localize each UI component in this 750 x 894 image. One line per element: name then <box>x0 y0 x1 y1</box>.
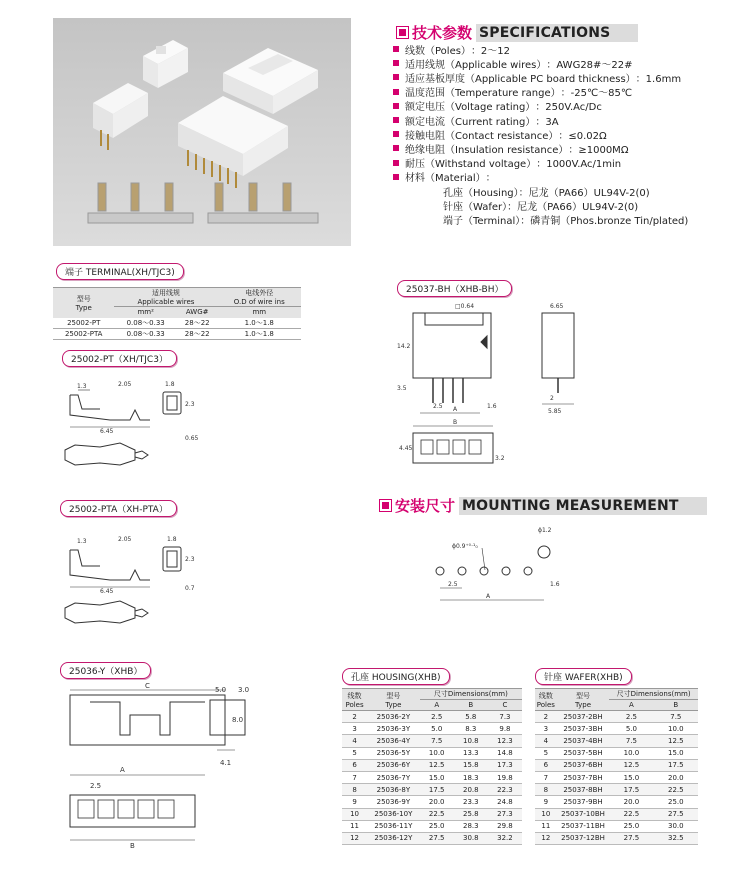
dim-label: 0.7 <box>185 585 195 592</box>
table-cell: 3 <box>342 723 367 735</box>
header-poles-cn: 线数 <box>538 691 553 700</box>
table-cell: 25036-5Y <box>367 747 420 759</box>
bullet-icon <box>393 145 399 151</box>
header-type <box>367 689 420 711</box>
table-cell: 10 <box>342 808 367 820</box>
dim-label: A <box>453 406 458 413</box>
table-row <box>342 735 522 747</box>
table-cell: 22.3 <box>488 784 522 796</box>
housing-tag: 孔座 HOUSING(XHB) <box>342 668 450 685</box>
mounting-title-cn: 安装尺寸 <box>395 497 456 515</box>
bullet-icon <box>393 160 399 166</box>
dim-label: 1.3 <box>77 383 87 390</box>
table-cell: 2 <box>342 711 367 723</box>
table-row <box>342 832 522 844</box>
table-cell: 25.0 <box>654 796 698 808</box>
spec-label: 温度范围（Temperature range） <box>405 88 561 100</box>
table-row <box>535 784 698 796</box>
pta-tag: 25002-PTA（XH-PTA） <box>60 500 177 517</box>
dim-label: B <box>453 419 458 426</box>
header-col-b: B <box>454 700 488 711</box>
spec-row <box>393 42 745 56</box>
dim-label: 3.2 <box>495 455 505 462</box>
table-row <box>342 723 522 735</box>
spec-row <box>393 99 745 113</box>
table-cell: 25036-4Y <box>367 735 420 747</box>
connector-illustration <box>53 18 351 246</box>
table-cell: 7 <box>535 771 557 783</box>
spec-row <box>393 56 745 70</box>
header-poles-en: Poles <box>345 700 364 709</box>
mounting-drawing <box>420 520 600 610</box>
table-cell: 15.0 <box>609 771 653 783</box>
table-cell: 25037-7BH <box>557 771 610 783</box>
table-cell: 10.0 <box>420 747 454 759</box>
dim-label: 5.0 <box>215 686 227 694</box>
spec-value: ：≤0.02Ω <box>558 130 607 142</box>
table-cell: 10 <box>535 808 557 820</box>
table-cell: 12.5 <box>609 759 653 771</box>
table-cell: 25037-12BH <box>557 832 610 844</box>
dim-label: 2.05 <box>118 536 132 543</box>
dim-label: 4.45 <box>399 445 413 452</box>
table-cell: 7.3 <box>488 711 522 723</box>
cell-od: 1.0～1.8 <box>218 329 301 340</box>
dim-label: 2.3 <box>185 401 195 408</box>
mounting-heading <box>380 495 707 516</box>
dim-label: 8.0 <box>232 716 244 724</box>
bullet-icon <box>393 60 399 66</box>
table-cell: 22.5 <box>420 808 454 820</box>
table-row <box>342 808 522 820</box>
bh-side-drawing <box>530 298 590 418</box>
dim-label: 2.5 <box>433 403 443 410</box>
spec-row <box>393 127 745 141</box>
table-cell: 25036-9Y <box>367 796 420 808</box>
table-row <box>342 759 522 771</box>
housing-table-body <box>342 711 522 845</box>
table-cell: 25.0 <box>420 820 454 832</box>
table-row <box>535 759 698 771</box>
pt-tag: 25002-PT（XH/TJC3） <box>62 350 177 367</box>
table-cell: 32.5 <box>654 832 698 844</box>
pt-side-drawing <box>155 380 205 450</box>
table-cell: 25036-3Y <box>367 723 420 735</box>
table-cell: 14.8 <box>488 747 522 759</box>
table-cell: 17.5 <box>609 784 653 796</box>
table-cell: 12 <box>342 832 367 844</box>
header-type-cn: 型号 <box>386 691 401 700</box>
spec-row <box>393 141 745 155</box>
table-cell: 25037-5BH <box>557 747 610 759</box>
table-cell: 10.0 <box>609 747 653 759</box>
bullet-icon <box>393 131 399 137</box>
table-row <box>535 771 698 783</box>
table-row <box>535 735 698 747</box>
spec-value: ：250V.Ac/Dc <box>535 102 602 114</box>
header-wires <box>114 288 217 307</box>
dim-label: 14.2 <box>397 343 411 350</box>
bullet-icon <box>393 117 399 123</box>
cell-od: 1.0～1.8 <box>218 318 301 329</box>
y-drawing <box>60 680 320 880</box>
table-cell: 20.0 <box>420 796 454 808</box>
table-cell: 15.0 <box>420 771 454 783</box>
heading-bullet-icon <box>397 27 408 38</box>
table-cell: 27.3 <box>488 808 522 820</box>
table-cell: 25037-9BH <box>557 796 610 808</box>
table-cell: 27.5 <box>654 808 698 820</box>
dim-label: 2.3 <box>185 556 195 563</box>
table-cell: 27.5 <box>420 832 454 844</box>
table-cell: 2.5 <box>420 711 454 723</box>
wafer-table-body <box>535 711 698 845</box>
pta-side-drawing <box>155 535 205 605</box>
offset-label: 1.6 <box>550 581 560 588</box>
table-cell: 25037-2BH <box>557 711 610 723</box>
table-cell: 2.5 <box>609 711 653 723</box>
bullet-icon <box>393 46 399 52</box>
material-row: 端子（Terminal）：磷青铜（Phos.bronze Tin/plated) <box>443 216 689 228</box>
terminal-table <box>53 287 301 340</box>
header-col-b: B <box>654 700 698 711</box>
cell-type: 25002-PT <box>53 318 114 329</box>
terminal-tag: 端子 TERMINAL(XH/TJC3) <box>56 263 184 280</box>
table-cell: 5.0 <box>609 723 653 735</box>
dim-label: 2.05 <box>118 381 132 388</box>
table-cell: 12.5 <box>420 759 454 771</box>
table-row <box>535 723 698 735</box>
header-poles <box>342 689 367 711</box>
spec-row <box>393 70 745 84</box>
table-row <box>342 796 522 808</box>
table-cell: 9.8 <box>488 723 522 735</box>
table-cell: 17.5 <box>420 784 454 796</box>
table-row <box>342 820 522 832</box>
table-cell: 25037-3BH <box>557 723 610 735</box>
dim-label: 6.45 <box>100 428 114 435</box>
cell-mm2: 0.08～0.33 <box>114 329 176 340</box>
dim-label: 1.8 <box>165 381 175 388</box>
spec-label: 额定电流（Current rating） <box>405 116 536 128</box>
table-cell: 25036-8Y <box>367 784 420 796</box>
dim-label: 6.45 <box>100 588 114 595</box>
header-dimensions: 尺寸Dimensions(mm) <box>420 689 522 700</box>
table-cell: 7 <box>342 771 367 783</box>
material-row: 孔座（Housing）：尼龙（PA66）UL94V-2(0) <box>443 187 650 199</box>
table-cell: 25.8 <box>454 808 488 820</box>
table-cell: 30.0 <box>654 820 698 832</box>
cell-type: 25002-PTA <box>53 329 114 340</box>
table-cell: 20.0 <box>654 771 698 783</box>
header-type-en: Type <box>385 700 402 709</box>
table-row <box>535 832 698 844</box>
table-cell: 5.8 <box>454 711 488 723</box>
table-cell: 25037-4BH <box>557 735 610 747</box>
housing-table <box>342 688 522 845</box>
header-dimensions: 尺寸Dimensions(mm) <box>609 689 698 700</box>
table-cell: 11 <box>535 820 557 832</box>
header-poles-cn: 线数 <box>347 691 362 700</box>
header-wires-en: Applicable wires <box>137 298 195 306</box>
table-cell: 30.8 <box>454 832 488 844</box>
spec-value: ：3A <box>535 116 559 128</box>
product-photo <box>53 18 351 246</box>
table-cell: 5 <box>535 747 557 759</box>
dim-label: 0.65 <box>185 435 199 442</box>
table-cell: 25037-11BH <box>557 820 610 832</box>
dim-label: 3.5 <box>397 385 407 392</box>
header-unit-mm2: mm² <box>114 307 176 318</box>
table-cell: 28.3 <box>454 820 488 832</box>
dim-label: 1.3 <box>77 538 87 545</box>
table-cell: 4 <box>342 735 367 747</box>
dim-label: 2 <box>550 395 554 402</box>
table-cell: 8 <box>342 784 367 796</box>
table-cell: 29.8 <box>488 820 522 832</box>
y-side-drawing <box>205 690 260 770</box>
table-row <box>535 796 698 808</box>
dim-label: 1.8 <box>167 536 177 543</box>
spec-label: 适用线规（Applicable wires） <box>405 59 547 71</box>
table-cell: 20.8 <box>454 784 488 796</box>
cell-awg: 28～22 <box>177 329 218 340</box>
table-cell: 25036-7Y <box>367 771 420 783</box>
specifications-title-cn: 技术参数 <box>412 24 473 42</box>
table-cell: 7.5 <box>654 711 698 723</box>
table-row <box>535 747 698 759</box>
table-cell: 25036-2Y <box>367 711 420 723</box>
table-cell: 12.5 <box>654 735 698 747</box>
header-model-en: Type <box>75 303 92 312</box>
table-cell: 24.8 <box>488 796 522 808</box>
table-cell: 25036-11Y <box>367 820 420 832</box>
table-cell: 25036-10Y <box>367 808 420 820</box>
dim-label: □0.64 <box>455 303 475 310</box>
table-cell: 6 <box>342 759 367 771</box>
dim-label: 4.1 <box>220 759 232 767</box>
bh-tag: 25037-BH（XHB-BH） <box>397 280 512 297</box>
spec-value: ：1000V.Ac/1min <box>536 159 622 171</box>
hole-small-label: ϕ0.9⁺⁰·¹₀ <box>452 543 478 550</box>
table-cell: 25037-10BH <box>557 808 610 820</box>
header-type-cn: 型号 <box>576 691 591 700</box>
table-cell: 32.2 <box>488 832 522 844</box>
cell-awg: 28～22 <box>177 318 218 329</box>
header-model-cn: 型号 <box>76 294 91 303</box>
dim-label: 1.6 <box>487 403 497 410</box>
table-row <box>342 711 522 723</box>
header-wires-cn: 适用线规 <box>151 289 180 297</box>
table-cell: 7.5 <box>609 735 653 747</box>
table-cell: 22.5 <box>609 808 653 820</box>
bullet-icon <box>393 89 399 95</box>
cell-mm2: 0.08～0.33 <box>114 318 176 329</box>
spec-value: ：≥1000MΩ <box>568 144 629 156</box>
table-cell: 12.3 <box>488 735 522 747</box>
header-poles-en: Poles <box>536 700 555 709</box>
header-col-a: A <box>609 700 653 711</box>
table-cell: 12 <box>535 832 557 844</box>
dim-label: 6.65 <box>550 303 564 310</box>
table-cell: 17.5 <box>654 759 698 771</box>
table-cell: 7.5 <box>420 735 454 747</box>
table-cell: 10.8 <box>454 735 488 747</box>
table-cell: 18.3 <box>454 771 488 783</box>
table-cell: 23.3 <box>454 796 488 808</box>
table-cell: 4 <box>535 735 557 747</box>
table-row <box>342 771 522 783</box>
table-cell: 15.8 <box>454 759 488 771</box>
spec-row <box>393 170 745 184</box>
spec-row <box>393 156 745 170</box>
table-cell: 8 <box>535 784 557 796</box>
bullet-icon <box>393 103 399 109</box>
header-type <box>557 689 610 711</box>
wafer-table <box>535 688 698 845</box>
dim-label: 3.0 <box>238 686 250 694</box>
span-label: A <box>486 593 491 600</box>
spec-value: ：1.6mm <box>635 73 682 85</box>
spec-label: 材料（Material） <box>405 173 486 185</box>
table-cell: 6 <box>535 759 557 771</box>
table-cell: 17.3 <box>488 759 522 771</box>
spec-label: 接触电阻（Contact resistance） <box>405 130 559 142</box>
specifications-list <box>393 42 745 226</box>
dim-label: 5.85 <box>548 408 562 415</box>
specifications-heading <box>397 22 638 43</box>
specifications-title-en: SPECIFICATIONS <box>476 24 638 42</box>
table-cell: 9 <box>535 796 557 808</box>
dim-label: C <box>145 682 150 690</box>
table-cell: 10.0 <box>654 723 698 735</box>
table-cell: 22.5 <box>654 784 698 796</box>
table-cell: 5.0 <box>420 723 454 735</box>
table-cell: 25037-8BH <box>557 784 610 796</box>
heading-bullet-icon <box>380 500 391 511</box>
spec-label: 线数（Poles） <box>405 45 471 57</box>
spec-label: 耐压（Withstand voltage） <box>405 159 537 171</box>
table-cell: 13.3 <box>454 747 488 759</box>
pitch-label: 2.5 <box>448 581 458 588</box>
table-row <box>342 747 522 759</box>
dim-label: A <box>120 766 125 774</box>
y-tag: 25036-Y（XHB） <box>60 662 151 679</box>
table-row <box>535 808 698 820</box>
table-row <box>342 784 522 796</box>
table-cell: 5 <box>342 747 367 759</box>
table-cell: 11 <box>342 820 367 832</box>
spec-value: ：AWG28#～22# <box>546 59 633 71</box>
spec-value: ： <box>485 173 496 185</box>
header-poles <box>535 689 557 711</box>
table-row <box>535 820 698 832</box>
spec-row <box>393 113 745 127</box>
material-row: 针座（Wafer）：尼龙（PA66）UL94V-2(0) <box>443 202 639 214</box>
table-cell: 3 <box>535 723 557 735</box>
spec-label: 适应基板厚度（Applicable PC board thickness） <box>405 73 636 85</box>
spec-row <box>393 85 745 99</box>
table-cell: 2 <box>535 711 557 723</box>
table-cell: 27.5 <box>609 832 653 844</box>
table-cell: 20.0 <box>609 796 653 808</box>
bullet-icon <box>393 174 399 180</box>
header-od-en: O.D of wire ins <box>233 298 285 306</box>
table-cell: 25037-6BH <box>557 759 610 771</box>
table-cell: 25036-6Y <box>367 759 420 771</box>
table-cell: 25036-12Y <box>367 832 420 844</box>
header-col-a: A <box>420 700 454 711</box>
table-cell: 19.8 <box>488 771 522 783</box>
spec-label: 额定电压（Voltage rating） <box>405 102 536 114</box>
wafer-tag: 针座 WAFER(XHB) <box>535 668 632 685</box>
table-cell: 8.3 <box>454 723 488 735</box>
header-unit-mm: mm <box>218 307 301 318</box>
bullet-icon <box>393 74 399 80</box>
table-cell: 25.0 <box>609 820 653 832</box>
hole-big-label: ϕ1.2 <box>538 527 552 534</box>
dim-label: B <box>130 842 135 850</box>
spec-label: 绝缘电阻（Insulation resistance） <box>405 144 569 156</box>
spec-value: ：-25℃～85℃ <box>560 88 633 100</box>
header-od <box>218 288 301 307</box>
dim-label: 2.5 <box>90 782 102 790</box>
header-col-c: C <box>488 700 522 711</box>
table-cell: 9 <box>342 796 367 808</box>
spec-value: ：2～12 <box>470 45 511 57</box>
mounting-title-en: MOUNTING MEASUREMENT <box>459 497 707 515</box>
table-cell: 15.0 <box>654 747 698 759</box>
header-unit-awg: AWG# <box>177 307 218 318</box>
header-model <box>53 288 114 318</box>
table-row <box>535 711 698 723</box>
table-row <box>53 329 301 340</box>
table-row <box>53 318 301 329</box>
header-od-cn: 电线外径 <box>245 289 274 297</box>
header-type-en: Type <box>574 700 592 709</box>
